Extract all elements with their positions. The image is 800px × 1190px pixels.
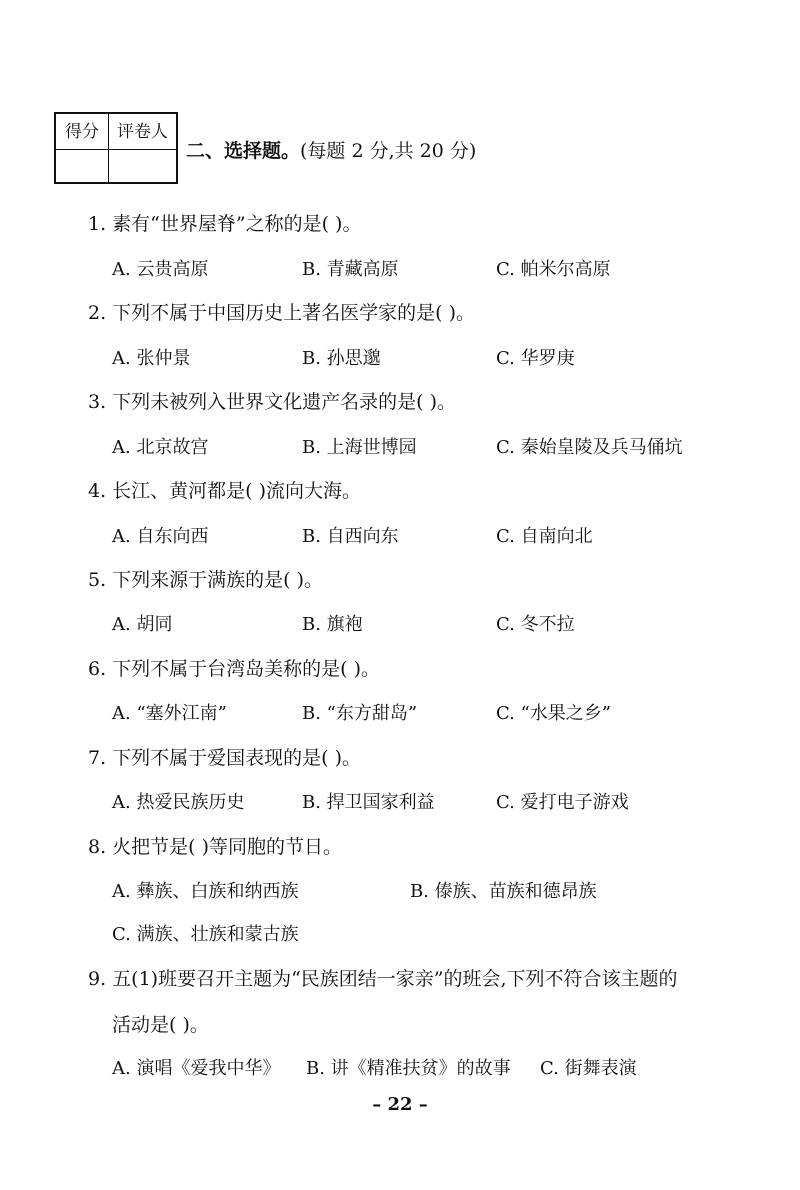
section-heading [186,136,476,163]
question-4: 4. 长江、黄河都是( )流向大海。 [88,480,362,502]
option-1c[interactable]: C. 帕米尔高原 [496,259,611,280]
option-2c[interactable]: C. 华罗庚 [496,348,575,369]
option-8c[interactable]: C. 满族、壮族和蒙古族 [112,924,299,945]
option-6a[interactable]: A. “塞外江南” [112,703,227,724]
option-7c[interactable]: C. 爱打电子游戏 [496,792,629,813]
question-2: 2. 下列不属于中国历史上著名医学家的是( )。 [88,302,476,324]
option-8a[interactable]: A. 彝族、白族和纳西族 [112,881,299,902]
option-5c[interactable]: C. 冬不拉 [496,614,575,635]
option-1a[interactable]: A. 云贵高原 [112,259,209,280]
question-8: 8. 火把节是( )等同胞的节日。 [88,836,343,858]
question-9-continuation: 活动是( )。 [112,1014,209,1036]
page-number: – 22 – [372,1094,428,1115]
option-6c[interactable]: C. “水果之乡” [496,703,611,724]
option-2a[interactable]: A. 张仲景 [112,348,191,369]
option-9b[interactable]: B. 讲《精准扶贫》的故事 [306,1058,511,1079]
score-field[interactable] [56,150,109,182]
reviewer-label: 评卷人 [109,114,176,150]
option-4c[interactable]: C. 自南向北 [496,526,593,547]
option-9c[interactable]: C. 街舞表演 [540,1058,637,1079]
question-5: 5. 下列来源于满族的是( )。 [88,569,324,591]
option-2b[interactable]: B. 孙思邈 [302,348,381,369]
option-3a[interactable]: A. 北京故宫 [112,437,209,458]
question-3: 3. 下列未被列入世界文化遗产名录的是( )。 [88,391,457,413]
option-5b[interactable]: B. 旗袍 [302,614,363,635]
option-8b[interactable]: B. 傣族、苗族和德昂族 [410,881,597,902]
question-6: 6. 下列不属于台湾岛美称的是( )。 [88,658,381,680]
reviewer-field[interactable] [109,150,176,182]
option-7b[interactable]: B. 捍卫国家利益 [302,792,435,813]
option-6b[interactable]: B. “东方甜岛” [302,703,418,724]
option-4a[interactable]: A. 自东向西 [112,526,209,547]
option-1b[interactable]: B. 青藏高原 [302,259,399,280]
score-label: 得分 [56,114,109,150]
option-3c[interactable]: C. 秦始皇陵及兵马俑坑 [496,437,683,458]
option-9a[interactable]: A. 演唱《爱我中华》 [112,1058,281,1079]
score-box [54,112,178,184]
option-5a[interactable]: A. 胡同 [112,614,173,635]
question-7: 7. 下列不属于爱国表现的是( )。 [88,747,362,769]
question-1: 1. 素有“世界屋脊”之称的是( )。 [88,213,362,235]
question-9: 9. 五(1)班要召开主题为“民族团结一家亲”的班会,下列不符合该主题的 [88,968,678,990]
option-4b[interactable]: B. 自西向东 [302,526,399,547]
option-3b[interactable]: B. 上海世博园 [302,437,417,458]
section-title: 二、选择题。 [186,140,301,162]
section-note: (每题 2 分,共 20 分) [300,140,477,162]
option-7a[interactable]: A. 热爱民族历史 [112,792,245,813]
